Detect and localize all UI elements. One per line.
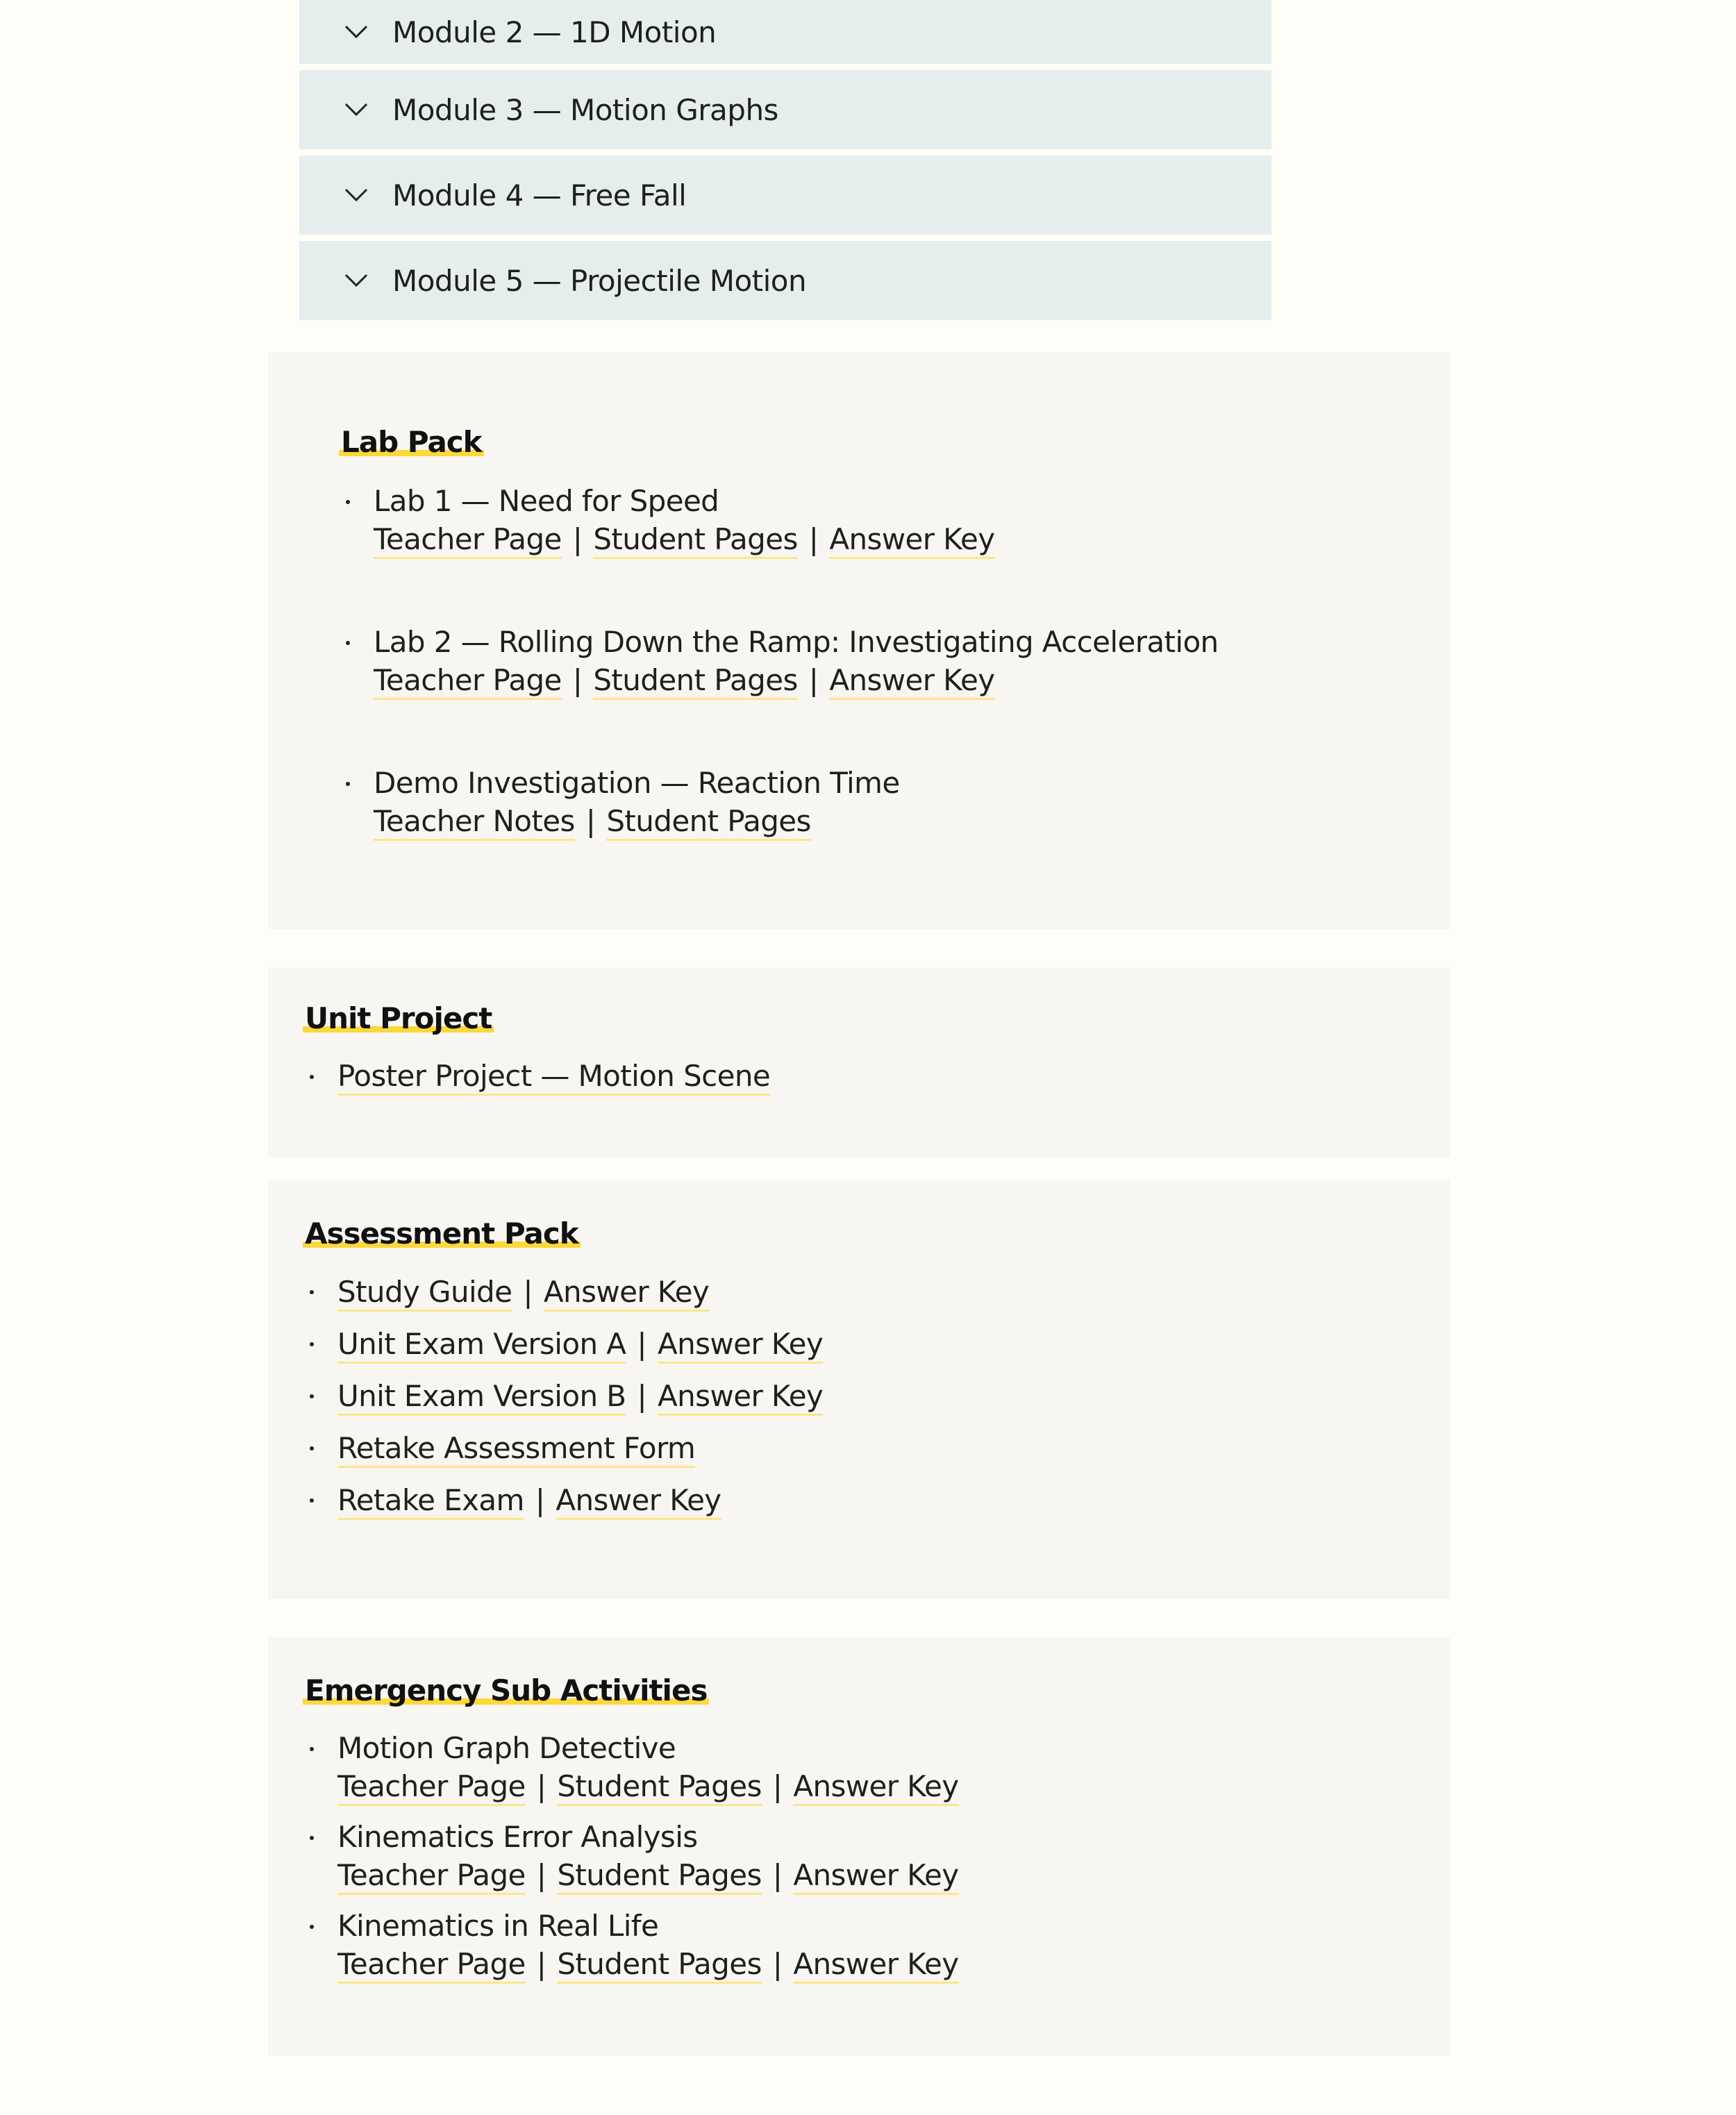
- emergency-sub-panel: [268, 1637, 1450, 2056]
- answer-key-link[interactable]: Answer Key: [556, 1483, 721, 1520]
- separator: |: [572, 522, 583, 556]
- accordion-item-module-2[interactable]: [299, 0, 1271, 64]
- separator: |: [536, 1769, 546, 1803]
- list-item: [303, 1057, 1450, 1095]
- list-item: [303, 1324, 1450, 1364]
- poster-project-link[interactable]: Poster Project — Motion Scene: [337, 1059, 770, 1096]
- chevron-down-icon: [342, 96, 370, 124]
- student-pages-link[interactable]: Student Pages: [557, 1858, 761, 1895]
- answer-key-link[interactable]: Answer Key: [793, 1769, 958, 1806]
- lab-links: [374, 802, 1450, 840]
- lab-title: Lab 1 — Need for Speed: [374, 484, 719, 518]
- accordion-label: Module 5 — Projectile Motion: [392, 263, 807, 298]
- chevron-down-icon: [342, 181, 370, 209]
- activity-title: Kinematics Error Analysis: [337, 1820, 698, 1854]
- separator: |: [772, 1947, 783, 1981]
- activity-links: [337, 1856, 1450, 1894]
- chevron-down-icon: [342, 18, 370, 46]
- answer-key-link[interactable]: Answer Key: [544, 1275, 709, 1312]
- list-item: [303, 1480, 1450, 1520]
- lab-pack-title: Lab Pack: [339, 425, 484, 460]
- separator: |: [637, 1379, 647, 1413]
- assessment-list: [303, 1272, 1450, 1520]
- accordion-label: Module 4 — Free Fall: [392, 178, 687, 212]
- unit-exam-b-link[interactable]: Unit Exam Version B: [337, 1379, 626, 1416]
- student-pages-link[interactable]: Student Pages: [557, 1947, 761, 1984]
- answer-key-link[interactable]: Answer Key: [658, 1327, 823, 1364]
- separator: |: [523, 1275, 533, 1309]
- lab-pack-panel: [268, 352, 1450, 929]
- separator: |: [637, 1327, 646, 1361]
- separator: |: [808, 663, 819, 697]
- unit-project-list: [303, 1057, 1450, 1095]
- accordion-label: Module 2 — 1D Motion: [392, 15, 717, 49]
- answer-key-link[interactable]: Answer Key: [793, 1947, 958, 1984]
- teacher-notes-link[interactable]: Teacher Notes: [374, 804, 575, 841]
- student-pages-link[interactable]: Student Pages: [593, 522, 797, 559]
- student-pages-link[interactable]: Student Pages: [593, 663, 797, 700]
- answer-key-link[interactable]: Answer Key: [829, 522, 994, 559]
- unit-project-panel: [268, 968, 1450, 1157]
- separator: |: [536, 1947, 546, 1981]
- emergency-sub-heading-wrap: [303, 1673, 1450, 1708]
- lab-list: [339, 482, 1450, 840]
- activity-title: Motion Graph Detective: [337, 1731, 676, 1765]
- separator: |: [536, 1858, 546, 1892]
- assessment-pack-title: Assessment Pack: [303, 1217, 581, 1251]
- separator: |: [772, 1858, 783, 1892]
- lab-pack-heading-wrap: [339, 425, 1450, 460]
- answer-key-link[interactable]: Answer Key: [829, 663, 994, 700]
- module-accordion: [299, 0, 1271, 326]
- unit-exam-a-link[interactable]: Unit Exam Version A: [337, 1327, 626, 1364]
- unit-project-title: Unit Project: [303, 1001, 494, 1036]
- chevron-down-icon: [342, 267, 370, 294]
- assessment-pack-panel: [268, 1180, 1450, 1599]
- separator: |: [585, 804, 596, 838]
- list-item: [339, 482, 1450, 558]
- lab-title: Lab 2 — Rolling Down the Ramp: Investigating Acceleration: [374, 625, 1219, 659]
- accordion-label: Module 3 — Motion Graphs: [392, 92, 778, 127]
- activity-title: Kinematics in Real Life: [337, 1909, 659, 1943]
- teacher-page-link[interactable]: Teacher Page: [374, 522, 562, 559]
- teacher-page-link[interactable]: Teacher Page: [374, 663, 562, 700]
- teacher-page-link[interactable]: Teacher Page: [337, 1858, 526, 1895]
- list-item: [339, 623, 1450, 699]
- lab-title: Demo Investigation — Reaction Time: [374, 766, 900, 800]
- list-item: [303, 1818, 1450, 1894]
- retake-form-link[interactable]: Retake Assessment Form: [337, 1431, 695, 1468]
- retake-exam-link[interactable]: Retake Exam: [337, 1483, 524, 1520]
- separator: |: [572, 663, 583, 697]
- student-pages-link[interactable]: Student Pages: [606, 804, 810, 841]
- list-item: [303, 1272, 1450, 1312]
- list-item: [339, 764, 1450, 840]
- separator: |: [535, 1483, 545, 1517]
- list-item: [303, 1907, 1450, 1983]
- student-pages-link[interactable]: Student Pages: [557, 1769, 761, 1806]
- accordion-item-module-3[interactable]: [299, 70, 1271, 149]
- answer-key-link[interactable]: Answer Key: [793, 1858, 958, 1895]
- emergency-sub-title: Emergency Sub Activities: [303, 1673, 709, 1708]
- activity-links: [337, 1945, 1450, 1983]
- list-item: [303, 1428, 1450, 1468]
- teacher-page-link[interactable]: Teacher Page: [337, 1769, 526, 1806]
- separator: |: [808, 522, 819, 556]
- list-item: [303, 1376, 1450, 1416]
- study-guide-link[interactable]: Study Guide: [337, 1275, 512, 1312]
- unit-project-heading-wrap: [303, 1001, 1450, 1036]
- answer-key-link[interactable]: Answer Key: [658, 1379, 823, 1416]
- assessment-pack-heading-wrap: [303, 1217, 1450, 1251]
- lab-links: [374, 661, 1450, 699]
- emergency-sub-list: [303, 1729, 1450, 1983]
- accordion-item-module-4[interactable]: [299, 156, 1271, 235]
- activity-links: [337, 1767, 1450, 1805]
- teacher-page-link[interactable]: Teacher Page: [337, 1947, 526, 1984]
- list-item: [303, 1729, 1450, 1805]
- separator: |: [772, 1769, 783, 1803]
- lab-links: [374, 520, 1450, 558]
- accordion-item-module-5[interactable]: [299, 241, 1271, 320]
